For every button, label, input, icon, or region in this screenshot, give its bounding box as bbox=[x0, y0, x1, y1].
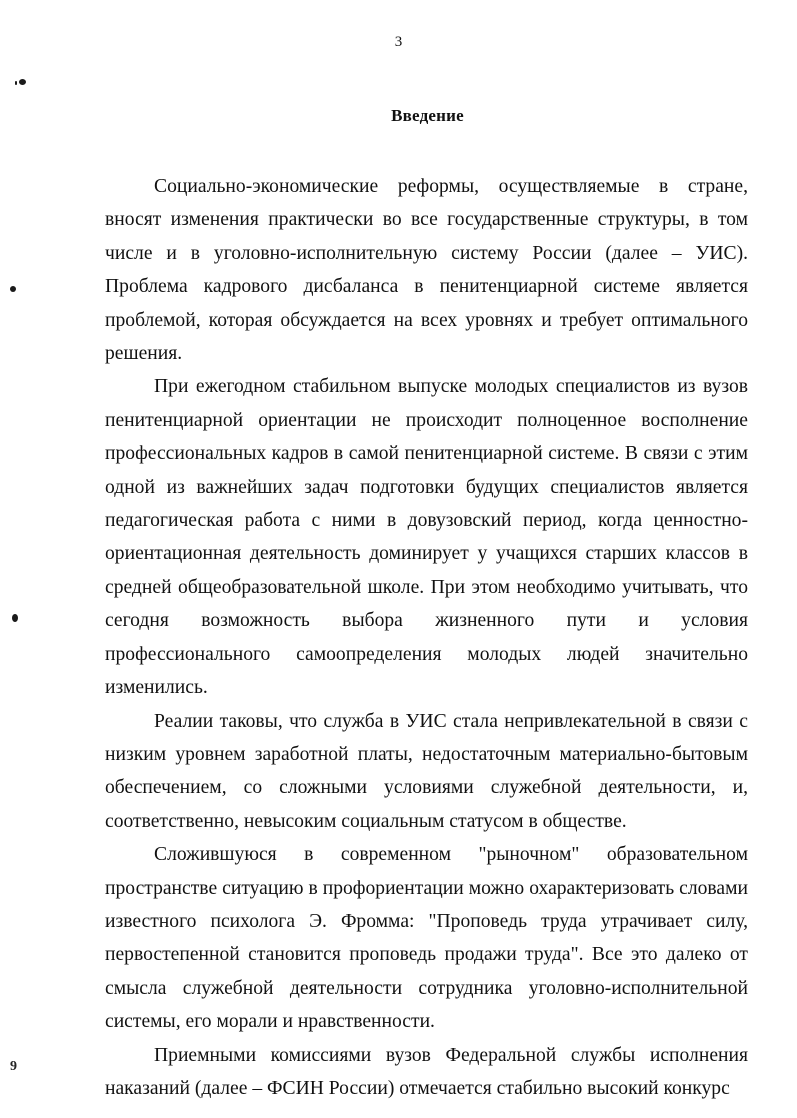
margin-glyph: 9 bbox=[10, 1059, 17, 1074]
document-body bbox=[105, 170, 748, 1105]
scan-speck bbox=[12, 614, 18, 622]
paragraph-5: Приемными комиссиями вузов Федеральной службы исполнения наказаний (далее – ФСИН России) отмечается стабильно высокий конкурс bbox=[105, 1044, 748, 1099]
scan-speck bbox=[15, 81, 17, 85]
scan-speck bbox=[19, 79, 26, 85]
scan-speck bbox=[10, 286, 16, 292]
paragraph-1: Социально-экономические реформы, осуществляемые в стране, вносят изменения практически во все государственные структуры, в том числе и в уголовно-исполнительную систему России (далее – УИС). Проблема кадрового дисбаланса в пенитенциарной системе является проблемой, которая обсуждается на всех уровнях и требует оптимального решения. bbox=[105, 176, 748, 365]
paragraph-4: Сложившуюся в современном "рыночном" образовательном пространстве ситуацию в профориентации можно охарактеризовать словами известного психолога Э. Фромма: "Проповедь труда утрачивает силу, первостепенной становится проповедь продажи труда". Все это далеко от смысла служебной деятельности сотрудника уголовно-исполнительной системы, его морали и нравственности. bbox=[105, 844, 748, 1033]
paragraph-3: Реалии таковы, что служба в УИС стала непривлекательной в связи с низким уровнем заработной платы, недостаточным материально-бытовым обеспечением, со сложными условиями служебной деятельности, и, соответственно, невысоким социальным статусом в обществе. bbox=[105, 710, 748, 832]
section-title: Введение bbox=[391, 106, 464, 125]
page-number: 3 bbox=[394, 34, 403, 50]
paragraph-2: При ежегодном стабильном выпуске молодых специалистов из вузов пенитенциарной ориентации не происходит полноценное восполнение профессиональных кадров в самой пенитенциарной системе. В связи с этим одной из важнейших задач подготовки будущих специалистов является педагогическая работа с ними в довузовский период, когда ценностно-ориентационная деятельность доминирует у учащихся старших классов в средней общеобразовательной школе. При этом необходимо учитывать, что сегодня возможность выбора жизненного пути и условия профессионального самоопределения молодых людей значительно изменились. bbox=[105, 376, 748, 699]
